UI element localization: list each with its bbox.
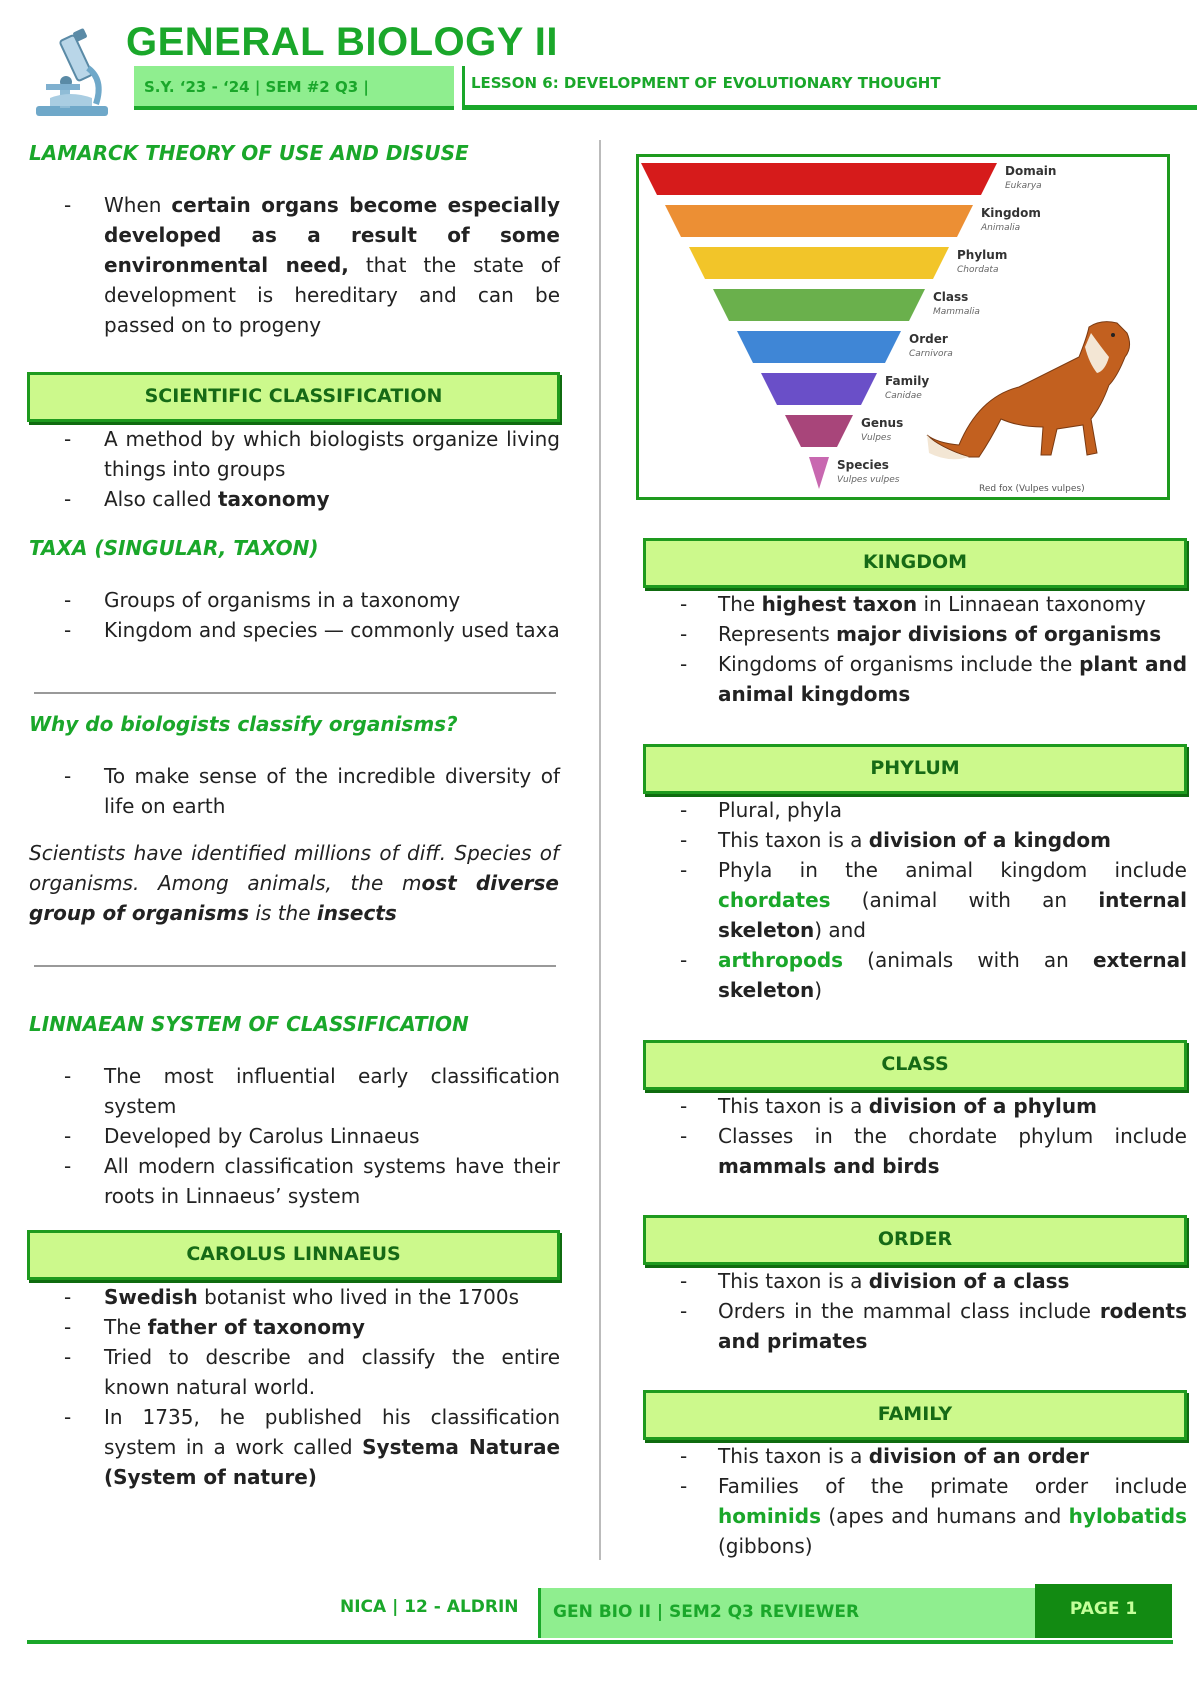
pyramid-band-order [737,331,901,363]
list-item: - Phyla in the animal kingdom include chordates (animal with an internal skeleton) and [646,855,1187,945]
taxa-heading: TAXA (SINGULAR, TAXON) [29,536,319,560]
family-list [646,1441,1187,1561]
pyramid-taxon-name: Animalia [981,223,1021,233]
list-item: - Families of the primate order include hominids (apes and humans and hylobatids (gibbons) [646,1471,1187,1561]
list-item: - Plural, phyla [646,795,1187,825]
list-item: - Classes in the chordate phylum include mammals and birds [646,1121,1187,1181]
author-label: NICA | 12 - ALDRIN [340,1597,519,1617]
kingdom-banner: KINGDOM [643,538,1187,588]
carolus-linnaeus-banner: CAROLUS LINNAEUS [27,1230,560,1280]
pyramid-rank-label: Family [885,374,930,388]
course-label: GEN BIO II | SEM2 Q3 REVIEWER [538,1588,1038,1638]
red-fox-icon [927,322,1130,460]
footer-rule [27,1640,1173,1644]
family-banner: FAMILY [643,1390,1187,1440]
carolus-list [30,1282,560,1492]
list-item: - Tried to describe and classify the entire known natural world. [30,1342,560,1402]
pyramid-band-genus [785,415,853,447]
lamarck-heading: LAMARCK THEORY OF USE AND DISUSE [29,141,469,165]
why-list [30,761,560,821]
list-item: - Groups of organisms in a taxonomy [30,585,560,615]
list-item: - This taxon is a division of a kingdom [646,825,1187,855]
pyramid-rank-label: Order [909,332,948,346]
pyramid-rank-label: Phylum [957,248,1008,262]
pyramid-band-species [809,457,829,489]
phylum-list [646,795,1187,1005]
list-item: - Kingdoms of organisms include the plant and animal kingdoms [646,649,1187,709]
sci-class-list [30,424,560,514]
pyramid-taxon-name: Vulpes vulpes [837,475,900,485]
pyramid-rank-label: Class [933,290,969,304]
phylum-banner: PHYLUM [643,744,1187,794]
pyramid-rank-label: Genus [861,416,904,430]
pyramid-taxon-name: Canidae [885,391,922,401]
pyramid-band-class [713,289,925,321]
lesson-title: LESSON 6: DEVELOPMENT OF EVOLUTIONARY THOUGHT [462,66,1197,110]
list-item: - Also called taxonomy [30,484,560,514]
list-item: - When certain organs become especially developed as a result of some environmental need, that the state of development is hereditary and can be passed on to progeny [30,190,560,340]
list-item: - In 1735, he published his classification system in a work called Systema Naturae (System of nature) [30,1402,560,1492]
pyramid-band-kingdom [665,205,973,237]
page-number: PAGE 1 [1035,1584,1172,1638]
list-item: - The highest taxon in Linnaean taxonomy [646,589,1187,619]
lamarck-list [30,190,560,340]
taxa-list [30,585,560,645]
list-item: - The most influential early classification system [30,1061,560,1121]
list-item: - Developed by Carolus Linnaeus [30,1121,560,1151]
diversity-paragraph: Scientists have identified millions of diff. Species of organisms. Among animals, the most diverse group of organisms is the insects [29,841,559,925]
pyramid-band-domain [641,163,997,195]
list-item: - Orders in the mammal class include rodents and primates [646,1296,1187,1356]
list-item: - This taxon is a division of a phylum [646,1091,1187,1121]
order-banner: ORDER [643,1215,1187,1265]
list-item: - All modern classification systems have their roots in Linnaeus’ system [30,1151,560,1211]
list-item: - Swedish botanist who lived in the 1700s [30,1282,560,1312]
list-item: - To make sense of the incredible diversity of life on earth [30,761,560,821]
class-banner: CLASS [643,1040,1187,1090]
linnaean-heading: LINNAEAN SYSTEM OF CLASSIFICATION [29,1012,469,1036]
pyramid-band-phylum [689,247,949,279]
divider [34,692,556,694]
taxonomy-pyramid [639,157,1167,497]
scientific-classification-banner: SCIENTIFIC CLASSIFICATION [27,372,560,422]
why-heading: Why do biologists classify organisms? [29,712,458,736]
page-title: GENERAL BIOLOGY II [126,20,559,64]
divider [34,965,556,967]
column-divider [599,140,601,1560]
pyramid-rank-label: Species [837,458,889,472]
pyramid-rank-label: Kingdom [981,206,1041,220]
pyramid-taxon-name: Vulpes [861,433,892,443]
taxonomy-pyramid-figure [636,154,1170,500]
list-item: - Kingdom and species — commonly used taxa [30,615,560,645]
list-item: - A method by which biologists organize living things into groups [30,424,560,484]
class-list [646,1091,1187,1181]
pyramid-taxon-name: Eukarya [1005,181,1042,191]
pyramid-rank-label: Domain [1005,164,1057,178]
kingdom-list [646,589,1187,709]
pyramid-band-family [761,373,877,405]
list-item: - This taxon is a division of an order [646,1441,1187,1471]
pyramid-taxon-name: Chordata [957,265,999,275]
microscope-icon [30,28,118,120]
pyramid-taxon-name: Carnivora [909,349,953,359]
linnaean-list [30,1061,560,1211]
list-item: - Represents major divisions of organisms [646,619,1187,649]
figure-caption: Red fox (Vulpes vulpes) [979,484,1085,494]
list-item: - This taxon is a division of a class [646,1266,1187,1296]
term-label: S.Y. ‘23 - ‘24 | SEM #2 Q3 | [134,66,454,110]
list-item: - The father of taxonomy [30,1312,560,1342]
order-list [646,1266,1187,1356]
list-item: - arthropods (animals with an external skeleton) [646,945,1187,1005]
pyramid-taxon-name: Mammalia [933,307,980,317]
